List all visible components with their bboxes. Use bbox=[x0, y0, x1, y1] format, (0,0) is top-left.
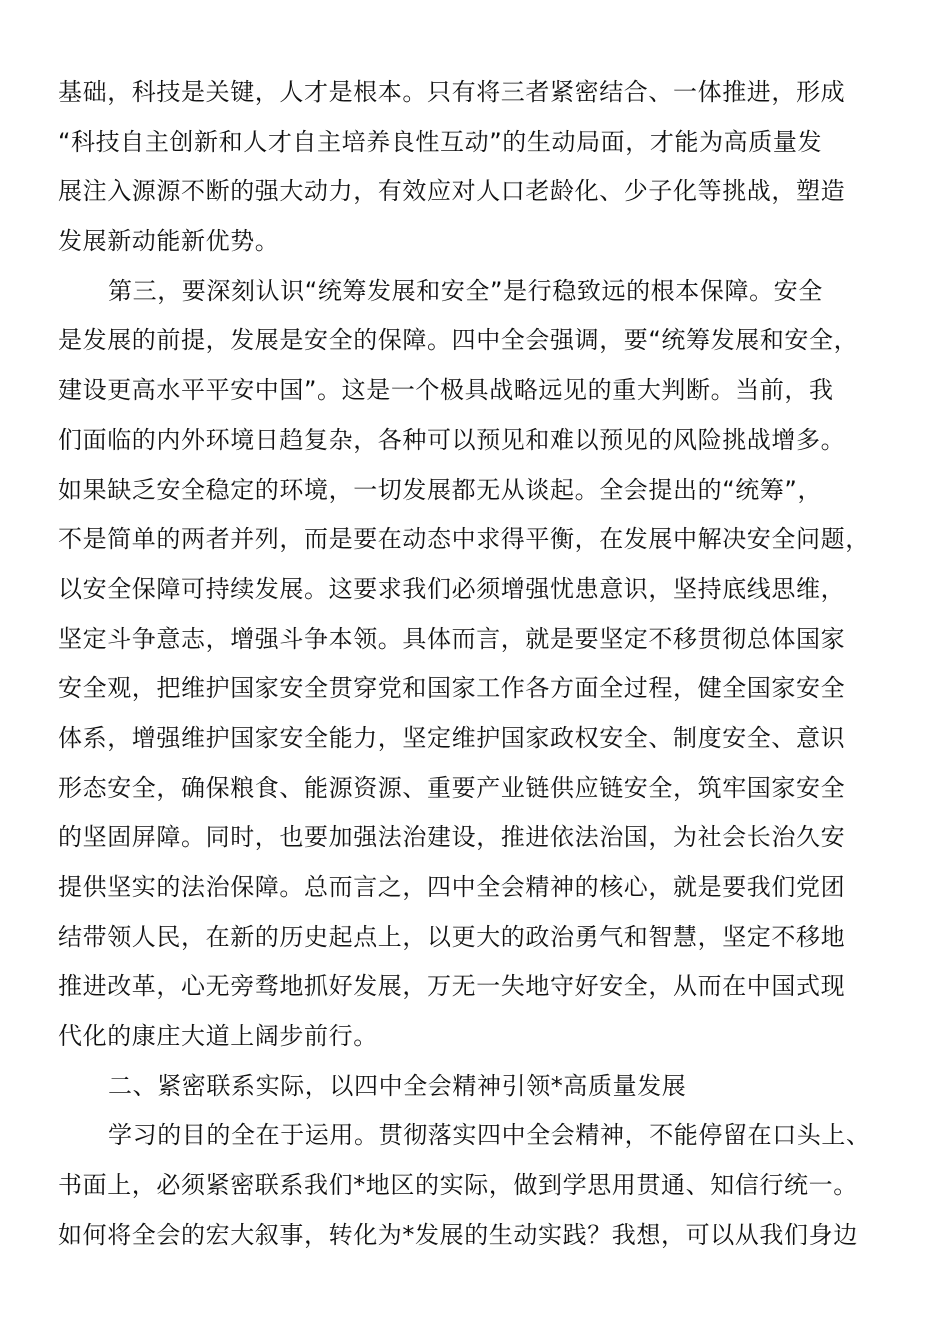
paragraph-third-point bbox=[58, 267, 898, 1062]
text-line: 建设更高水平平安中国”。这是一个极具战略远见的重大判断。当前，我 bbox=[58, 376, 834, 405]
text-line: 提供坚实的法治保障。总而言之，四中全会精神的核心，就是要我们党团 bbox=[58, 873, 846, 901]
text-line: 展注入源源不断的强大动力，有效应对人口老龄化、少子化等挑战，塑造 bbox=[58, 177, 846, 206]
text-line: 如何将全会的宏大叙事，转化为*发展的生动实践？我想，可以从我们身边 bbox=[58, 1220, 858, 1249]
text-line: 们面临的内外环境日趋复杂，各种可以预见和难以预见的风险挑战增多。 bbox=[58, 425, 846, 454]
paragraph-continuation bbox=[58, 68, 898, 267]
text-line: 形态安全，确保粮食、能源资源、重要产业链供应链安全，筑牢国家安全 bbox=[58, 773, 846, 802]
text-line: 推进改革，心无旁骛地抓好发展，万无一失地守好安全，从而在中国式现 bbox=[58, 972, 846, 1001]
text-line: 坚定斗争意志，增强斗争本领。具体而言，就是要坚定不移贯彻总体国家 bbox=[58, 624, 846, 653]
paragraph-application bbox=[58, 1111, 898, 1260]
text-line: 的坚固屏障。同时，也要加强法治建设，推进依法治国，为社会长治久安 bbox=[58, 823, 846, 852]
section-heading-two bbox=[58, 1062, 898, 1112]
text-line: 学习的目的全在于运用。贯彻落实四中全会精神，不能停留在口头上、 bbox=[108, 1121, 871, 1150]
text-line: 以安全保障可持续发展。这要求我们必须增强忧患意识，坚持底线思维， bbox=[58, 574, 846, 603]
text-line: 不是简单的两者并列，而是要在动态中求得平衡，在发展中解决安全问题， bbox=[58, 525, 870, 554]
text-line: 是发展的前提，发展是安全的保障。四中全会强调，要“统筹发展和安全， bbox=[58, 326, 859, 355]
text-line: 如果缺乏安全稳定的环境，一切发展都无从谈起。全会提出的“统筹”， bbox=[58, 475, 823, 504]
text-line: 第三，要深刻认识“统筹发展和安全”是行稳致远的根本保障。安全 bbox=[108, 276, 823, 305]
text-line: 基础，科技是关键，人才是根本。只有将三者紧密结合、一体推进，形成 bbox=[58, 78, 846, 106]
document-page bbox=[58, 68, 898, 1261]
text-line: 体系，增强维护国家安全能力，坚定维护国家政权安全、制度安全、意识 bbox=[58, 723, 846, 752]
heading-line: 二、紧密联系实际，以四中全会精神引领*高质量发展 bbox=[108, 1071, 687, 1100]
text-line: “科技自主创新和人才自主培养良性互动”的生动局面，才能为高质量发 bbox=[58, 127, 823, 156]
text-line: 安全观，把维护国家安全贯穿党和国家工作各方面全过程，健全国家安全 bbox=[58, 674, 846, 703]
text-line: 书面上，必须紧密联系我们*地区的实际，做到学思用贯通、知信行统一。 bbox=[58, 1171, 858, 1200]
text-line: 结带领人民，在新的历史起点上，以更大的政治勇气和智慧，坚定不移地 bbox=[58, 922, 846, 951]
text-line: 发展新动能新优势。 bbox=[58, 227, 280, 256]
text-line: 代化的康庄大道上阔步前行。 bbox=[58, 1022, 378, 1051]
